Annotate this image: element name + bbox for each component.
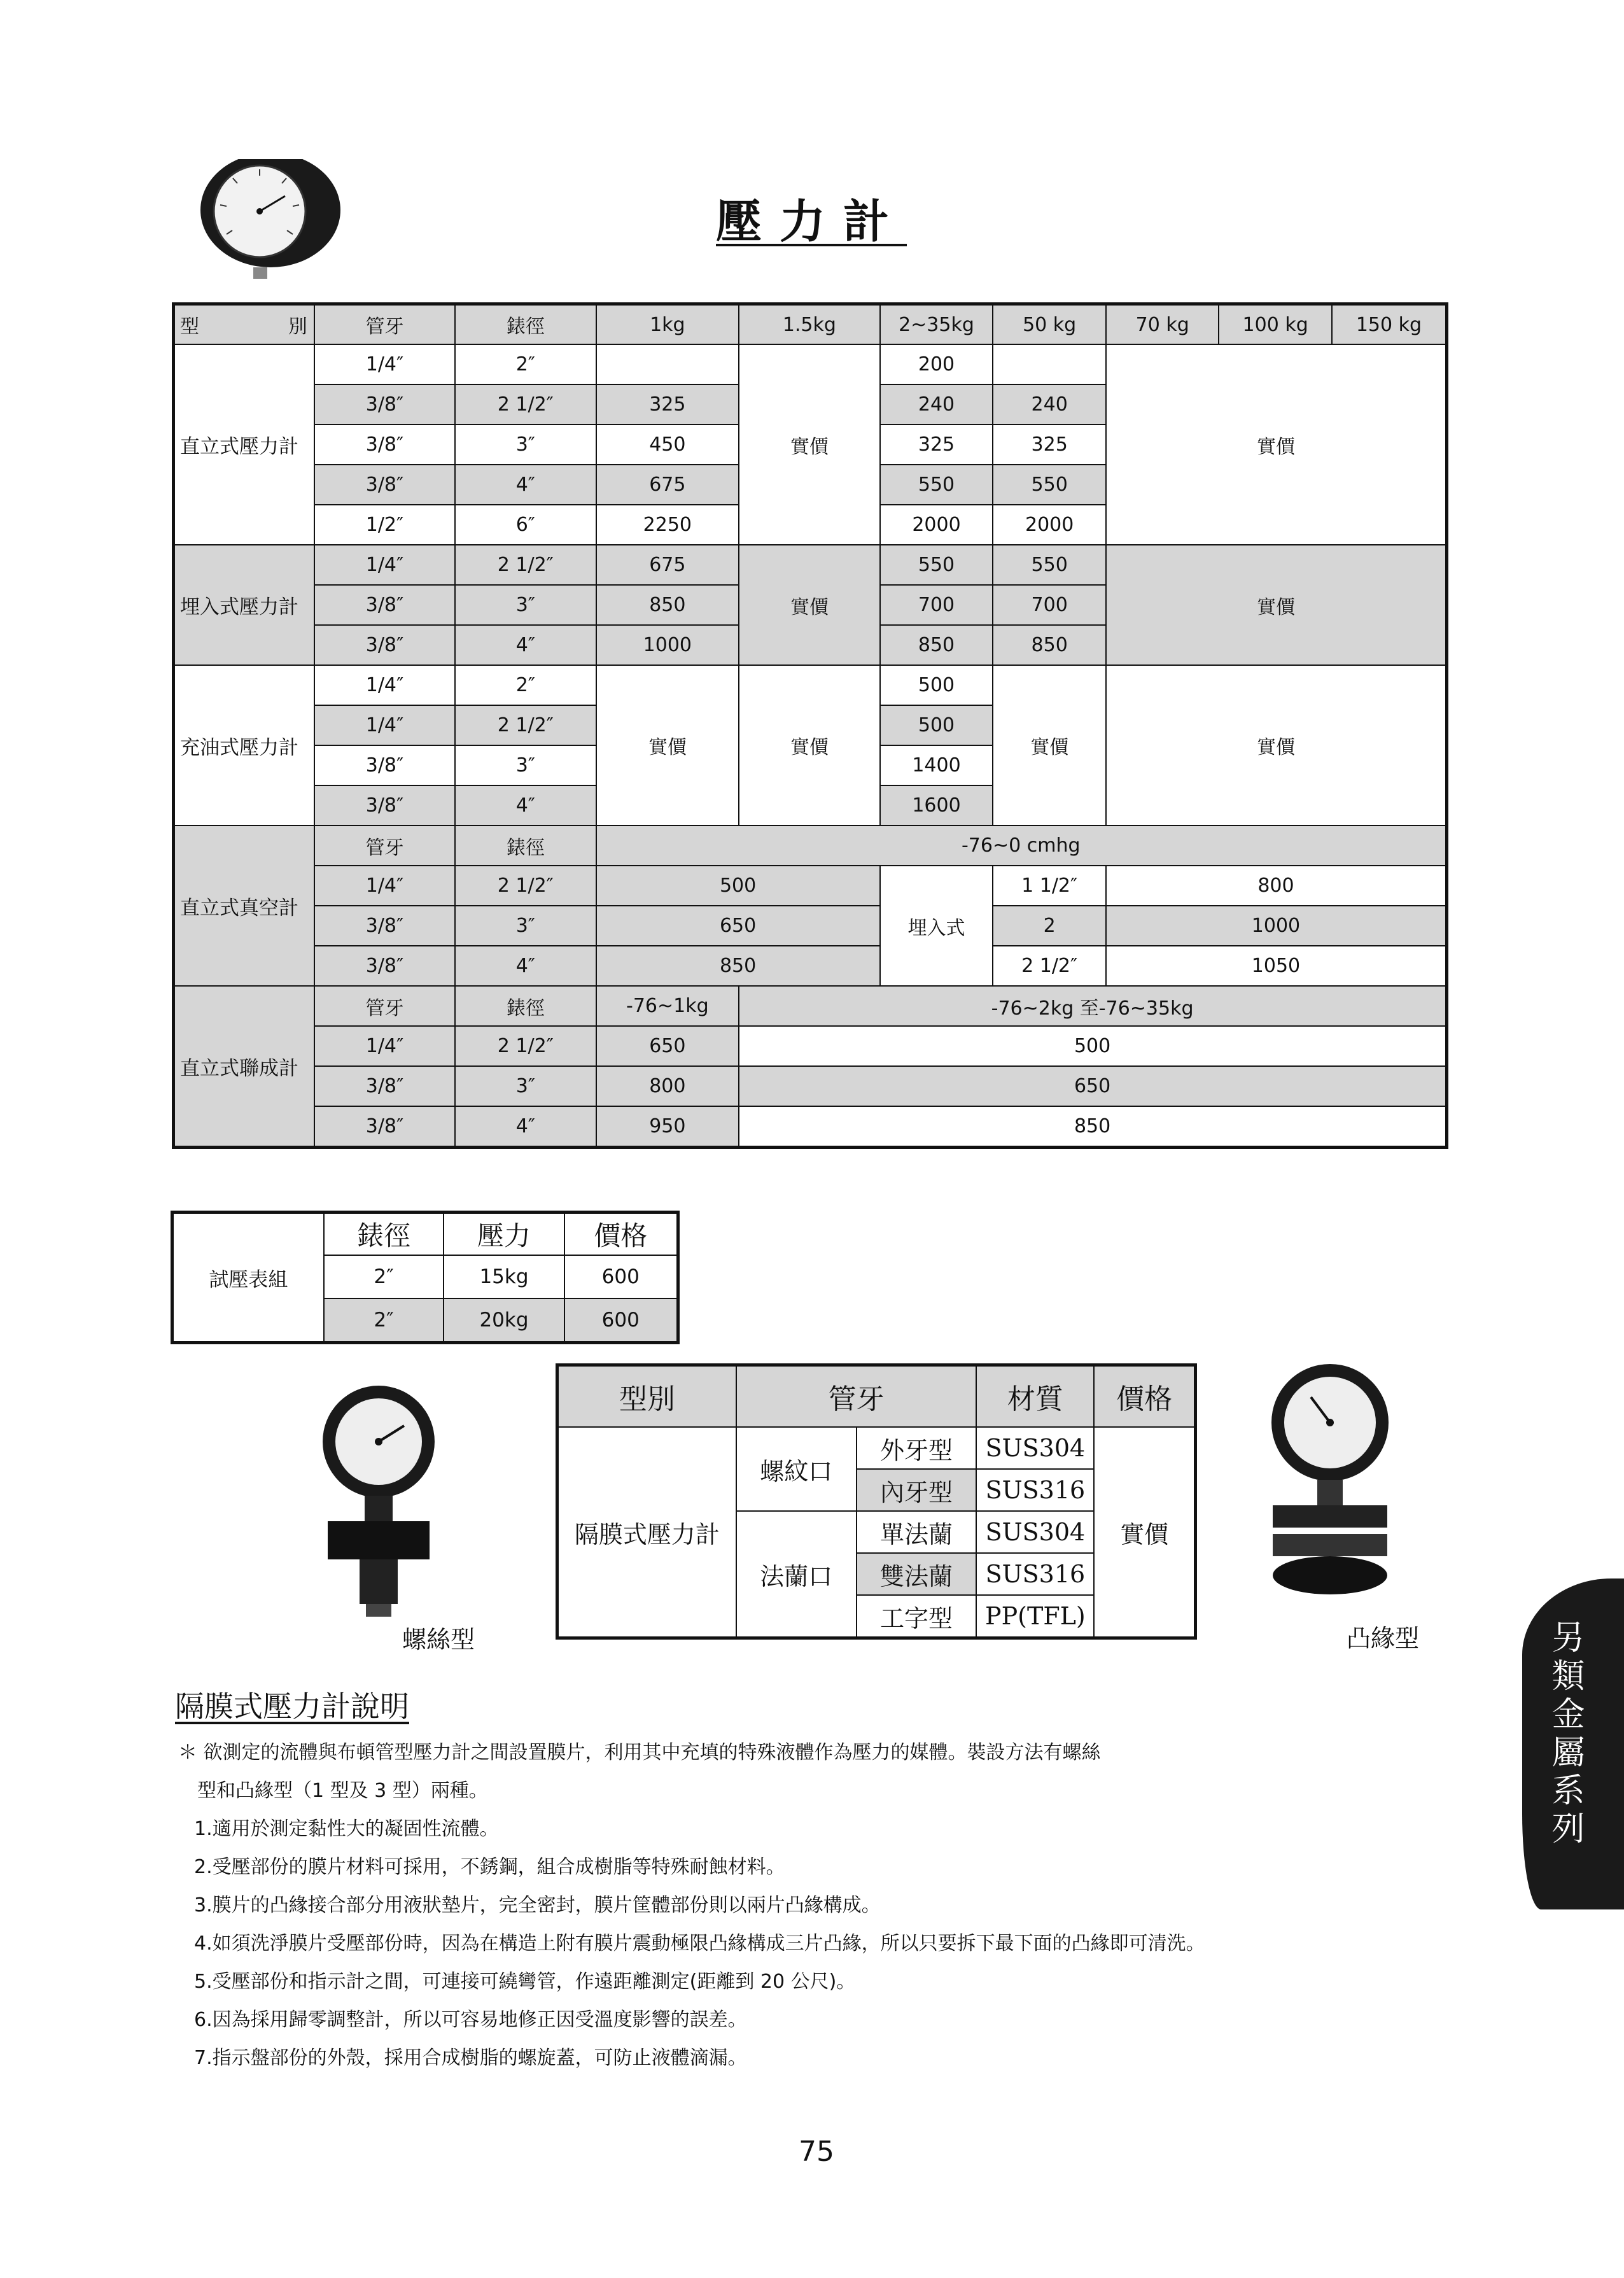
diaphragm-gauge-table bbox=[556, 1363, 1197, 1640]
cell-1kg: 450 bbox=[596, 425, 739, 465]
cell-2-35kg: 200 bbox=[880, 344, 993, 384]
table-row bbox=[174, 986, 1447, 1026]
cell-thread: 3/8″ bbox=[314, 1066, 455, 1106]
compound-range-1: -76~1kg bbox=[596, 986, 739, 1026]
screw-type-caption: 螺絲型 bbox=[402, 1626, 475, 1654]
cell-dial: 3″ bbox=[455, 906, 596, 946]
cell-dial: 2 1/2″ bbox=[455, 866, 596, 906]
cell-price: 850 bbox=[596, 946, 880, 986]
cell-thread: 3/8″ bbox=[314, 384, 455, 425]
cell-2-35kg: 700 bbox=[880, 585, 993, 625]
category-compound: 直立式聯成計 bbox=[174, 986, 314, 1148]
cell-emb-price: 1000 bbox=[1106, 906, 1447, 946]
header-price: 價格 bbox=[564, 1213, 678, 1256]
notes-title: 隔膜式壓力計說明 bbox=[175, 1689, 409, 1724]
cell-emb-price: 1050 bbox=[1106, 946, 1447, 986]
cell-dial: 4″ bbox=[455, 465, 596, 505]
header-dial: 錶徑 bbox=[455, 304, 596, 345]
cell-price: 500 bbox=[596, 866, 880, 906]
cell-1kg: 850 bbox=[596, 585, 739, 625]
cell-material: SUS304 bbox=[976, 1427, 1094, 1469]
cell-2-35kg: 550 bbox=[880, 545, 993, 585]
header-thread: 管牙 bbox=[314, 304, 455, 345]
list-item: 4.如須洗淨膜片受壓部份時，因為在構造上附有膜片震動極限凸緣構成三片凸緣，所以只要拆下最下面的凸緣即可清洗。 bbox=[194, 1932, 1205, 1955]
header-150kg: 150 kg bbox=[1332, 304, 1447, 345]
cell-high-range: 實價 bbox=[1106, 665, 1447, 826]
pressure-gauge-price-table bbox=[172, 302, 1448, 1149]
cell-thread: 1/4″ bbox=[314, 1026, 455, 1066]
category-embedded: 埋入式壓力計 bbox=[174, 545, 314, 665]
subheader-thread: 管牙 bbox=[314, 826, 455, 866]
list-item: 1.適用於測定黏性大的凝固性流體。 bbox=[194, 1818, 499, 1840]
cell-1kg: 325 bbox=[596, 384, 739, 425]
cell-kind: 內牙型 bbox=[857, 1469, 977, 1511]
cell-type: 隔膜式壓力計 bbox=[557, 1427, 736, 1638]
cell-dial: 4″ bbox=[455, 1106, 596, 1148]
page-number: 75 bbox=[799, 2135, 834, 2168]
cell-thread: 1/4″ bbox=[314, 705, 455, 745]
cell-dial: 2 1/2″ bbox=[455, 1026, 596, 1066]
cell-dial: 3″ bbox=[455, 745, 596, 785]
cell-50kg: 325 bbox=[993, 425, 1106, 465]
cell-50kg bbox=[993, 344, 1106, 384]
compound-range-2: -76~2kg 至-76~35kg bbox=[739, 986, 1446, 1026]
cell-high-range: 實價 bbox=[1106, 344, 1447, 545]
cell-2-35kg: 2000 bbox=[880, 505, 993, 545]
cell-thread: 1/4″ bbox=[314, 545, 455, 585]
cell-kind: 工字型 bbox=[857, 1595, 977, 1638]
cell-dial: 3″ bbox=[455, 585, 596, 625]
list-item: 6.因為採用歸零調整計，所以可容易地修正因受溫度影響的誤差。 bbox=[194, 2009, 747, 2031]
list-item: 5.受壓部份和指示計之間，可連接可繞彎管，作遠距離測定(距離到 20 公尺)。 bbox=[194, 1971, 856, 1993]
screw-type-gauge-image bbox=[315, 1381, 442, 1623]
header-1kg: 1kg bbox=[596, 304, 739, 345]
cell-1kg: 2250 bbox=[596, 505, 739, 545]
cell-2-35kg: 1400 bbox=[880, 745, 993, 785]
cell-1-5kg: 實價 bbox=[739, 665, 879, 826]
cell-thread: 3/8″ bbox=[314, 585, 455, 625]
header-1-5kg: 1.5kg bbox=[739, 304, 879, 345]
table-row bbox=[557, 1427, 1196, 1469]
category-vacuum: 直立式真空計 bbox=[174, 826, 314, 986]
header-50kg: 50 kg bbox=[993, 304, 1106, 345]
table-row bbox=[174, 906, 1447, 946]
cell-dial: 4″ bbox=[455, 785, 596, 826]
cell-50kg: 550 bbox=[993, 545, 1106, 585]
header-100kg: 100 kg bbox=[1219, 304, 1332, 345]
cell-thread: 3/8″ bbox=[314, 785, 455, 826]
header-type: 型別 bbox=[557, 1365, 736, 1428]
table-row bbox=[174, 545, 1447, 585]
cell-material: SUS304 bbox=[976, 1511, 1094, 1553]
cell-2-35kg: 550 bbox=[880, 465, 993, 505]
table-row bbox=[174, 344, 1447, 384]
test-gauge-set-table bbox=[171, 1211, 680, 1344]
cell-high-range: 實價 bbox=[1106, 545, 1447, 665]
header-price: 價格 bbox=[1094, 1365, 1195, 1428]
cell-pressure: 20kg bbox=[444, 1298, 564, 1343]
subheader-dial: 錶徑 bbox=[455, 826, 596, 866]
vacuum-range: -76~0 cmhg bbox=[596, 826, 1447, 866]
cell-thread: 3/8″ bbox=[314, 906, 455, 946]
cell-2-35kg: 325 bbox=[880, 425, 993, 465]
cell-1-5kg: 實價 bbox=[739, 545, 879, 665]
cell-thread: 3/8″ bbox=[314, 465, 455, 505]
cell-1kg: 實價 bbox=[596, 665, 739, 826]
header-2-35kg: 2~35kg bbox=[880, 304, 993, 345]
cell-2-35kg: 500 bbox=[880, 705, 993, 745]
cell-50kg: 2000 bbox=[993, 505, 1106, 545]
cell-50kg: 850 bbox=[993, 625, 1106, 665]
cell-dial: 3″ bbox=[455, 425, 596, 465]
header-dial: 錶徑 bbox=[324, 1213, 444, 1256]
notes-intro-line-1: ＊ 欲測定的流體與布頓管型壓力計之間設置膜片，利用其中充填的特殊液體作為壓力的媒體。裝設方法有螺絲 bbox=[178, 1741, 1101, 1764]
list-item: 3.膜片的凸緣接合部分用液狀墊片，完全密封，膜片筐體部份則以兩片凸緣構成。 bbox=[194, 1894, 881, 1916]
cell-2-35kg: 850 bbox=[880, 625, 993, 665]
cell-50kg: 550 bbox=[993, 465, 1106, 505]
cell-50kg: 240 bbox=[993, 384, 1106, 425]
cell-price: 600 bbox=[564, 1298, 678, 1343]
cell-1kg: 675 bbox=[596, 465, 739, 505]
cell-emb-dial: 1 1/2″ bbox=[993, 866, 1106, 906]
cell-1kg bbox=[596, 344, 739, 384]
cell-screw: 螺紋口 bbox=[736, 1427, 857, 1511]
cell-50kg: 實價 bbox=[993, 665, 1106, 826]
table-row bbox=[174, 866, 1447, 906]
cell-dial: 2″ bbox=[455, 344, 596, 384]
cell-dial: 2″ bbox=[324, 1298, 444, 1343]
header-70kg: 70 kg bbox=[1106, 304, 1219, 345]
table-header-row bbox=[172, 1213, 678, 1256]
cell-dial: 2″ bbox=[324, 1255, 444, 1298]
cell-50kg: 700 bbox=[993, 585, 1106, 625]
cell-1kg: 1000 bbox=[596, 625, 739, 665]
cell-dial: 4″ bbox=[455, 946, 596, 986]
cell-thread: 1/2″ bbox=[314, 505, 455, 545]
cell-thread: 1/4″ bbox=[314, 866, 455, 906]
table-row bbox=[174, 1026, 1447, 1066]
flange-type-caption: 凸緣型 bbox=[1347, 1624, 1420, 1652]
table-header-row bbox=[557, 1365, 1196, 1428]
cell-dial: 2 1/2″ bbox=[455, 384, 596, 425]
header-thread: 管牙 bbox=[736, 1365, 977, 1428]
table-row bbox=[174, 946, 1447, 986]
cell-thread: 3/8″ bbox=[314, 946, 455, 986]
pressure-gauge-image bbox=[191, 159, 344, 306]
cell-dial: 2 1/2″ bbox=[455, 705, 596, 745]
header-type: 型 別 bbox=[174, 304, 314, 345]
header-material: 材質 bbox=[976, 1365, 1094, 1428]
cell-kind: 單法蘭 bbox=[857, 1511, 977, 1553]
cell-price: 600 bbox=[564, 1255, 678, 1298]
cell-price-2: 500 bbox=[739, 1026, 1446, 1066]
cell-material: SUS316 bbox=[976, 1469, 1094, 1511]
cell-price-2: 850 bbox=[739, 1106, 1446, 1148]
cell-dial: 4″ bbox=[455, 625, 596, 665]
subheader-thread: 管牙 bbox=[314, 986, 455, 1026]
table-row bbox=[174, 665, 1447, 705]
cell-1kg: 675 bbox=[596, 545, 739, 585]
list-item: 7.指示盤部份的外殼，採用合成樹脂的螺旋蓋，可防止液體滴漏。 bbox=[194, 2047, 747, 2069]
cell-embedded-label: 埋入式 bbox=[880, 866, 993, 986]
category-upright: 直立式壓力計 bbox=[174, 344, 314, 545]
cell-flange: 法蘭口 bbox=[736, 1511, 857, 1638]
test-set-name: 試壓表組 bbox=[172, 1213, 324, 1343]
table-header-row bbox=[174, 304, 1447, 345]
cell-kind: 外牙型 bbox=[857, 1427, 977, 1469]
table-row bbox=[174, 826, 1447, 866]
cell-thread: 1/4″ bbox=[314, 665, 455, 705]
cell-2-35kg: 240 bbox=[880, 384, 993, 425]
cell-thread: 3/8″ bbox=[314, 425, 455, 465]
cell-dial: 6″ bbox=[455, 505, 596, 545]
cell-1-5kg: 實價 bbox=[739, 344, 879, 545]
list-item: 2.受壓部份的膜片材料可採用，不銹鋼，組合成樹脂等特殊耐蝕材料。 bbox=[194, 1856, 785, 1878]
cell-emb-price: 800 bbox=[1106, 866, 1447, 906]
cell-thread: 3/8″ bbox=[314, 625, 455, 665]
cell-kind: 雙法蘭 bbox=[857, 1553, 977, 1595]
cell-dial: 3″ bbox=[455, 1066, 596, 1106]
subheader-dial: 錶徑 bbox=[455, 986, 596, 1026]
notes-intro-line-2: 型和凸緣型（1 型及 3 型）兩種。 bbox=[197, 1780, 488, 1802]
cell-emb-dial: 2 1/2″ bbox=[993, 946, 1106, 986]
cell-dial: 2 1/2″ bbox=[455, 545, 596, 585]
table-row bbox=[174, 1066, 1447, 1106]
cell-2-35kg: 1600 bbox=[880, 785, 993, 826]
table-row bbox=[174, 1106, 1447, 1148]
cell-price-1: 650 bbox=[596, 1026, 739, 1066]
cell-price: 650 bbox=[596, 906, 880, 946]
cell-emb-dial: 2 bbox=[993, 906, 1106, 946]
side-tab-label: 另類金屬系列 bbox=[1546, 1620, 1584, 1849]
cell-material: PP(TFL) bbox=[976, 1595, 1094, 1638]
header-pressure: 壓力 bbox=[444, 1213, 564, 1256]
cell-material: SUS316 bbox=[976, 1553, 1094, 1595]
cell-price-2: 650 bbox=[739, 1066, 1446, 1106]
cell-price: 實價 bbox=[1094, 1427, 1195, 1638]
page-title: 壓力計 bbox=[716, 195, 907, 248]
cell-dial: 2″ bbox=[455, 665, 596, 705]
cell-2-35kg: 500 bbox=[880, 665, 993, 705]
cell-thread: 3/8″ bbox=[314, 745, 455, 785]
cell-pressure: 15kg bbox=[444, 1255, 564, 1298]
cell-price-1: 950 bbox=[596, 1106, 739, 1148]
cell-thread: 1/4″ bbox=[314, 344, 455, 384]
flange-type-gauge-image bbox=[1266, 1362, 1394, 1604]
category-oil-filled: 充油式壓力計 bbox=[174, 665, 314, 826]
cell-price-1: 800 bbox=[596, 1066, 739, 1106]
cell-thread: 3/8″ bbox=[314, 1106, 455, 1148]
